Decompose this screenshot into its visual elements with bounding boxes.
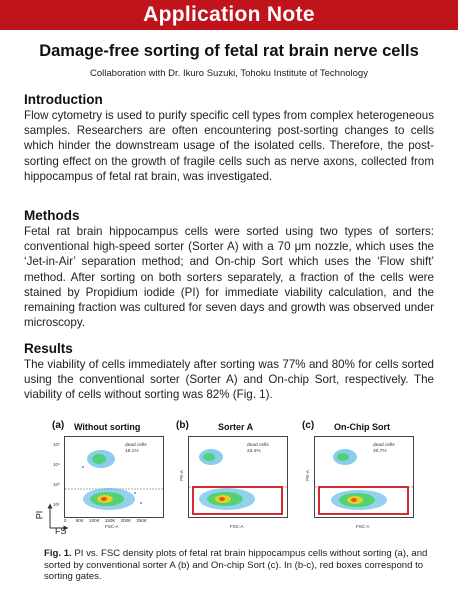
x-tick: 250K	[136, 518, 147, 523]
panel-a-gate-name: dead cells	[125, 443, 147, 448]
panel-a-density	[65, 437, 163, 517]
x-tick: 100K	[89, 518, 100, 523]
panel-a-gate-value: 18.1%	[125, 449, 139, 454]
section-heading-methods: Methods	[24, 208, 80, 223]
panel-b-label: (b)	[176, 420, 189, 431]
panel-c-plot	[314, 436, 414, 518]
figure-caption	[44, 548, 434, 583]
section-heading-introduction: Introduction	[24, 92, 103, 107]
panel-a-gate-label	[125, 443, 147, 455]
panel-b-y-axis-label: PE-A	[178, 470, 184, 481]
panel-b-plot	[188, 436, 288, 518]
banner-title: Application Note	[0, 0, 458, 30]
panel-c-gate-name: dead cells	[373, 443, 395, 448]
caption-label: Fig. 1.	[44, 548, 72, 559]
panel-b-gate-name: dead cells	[247, 443, 269, 448]
panel-b-density	[189, 437, 287, 517]
panel-a-label: (a)	[52, 420, 65, 431]
x-tick: 150K	[104, 518, 116, 523]
caption-text: PI vs. FSC density plots of fetal rat brain hippocampus cells without sorting (a), and sorted by conventional sorter A (b) and On-chip Sort (c). In (b-c), red boxes correspond to sorting gates.	[44, 548, 428, 582]
panel-a-x-ticks	[64, 518, 164, 523]
panel-c-gate-label	[373, 443, 395, 455]
figure-1	[34, 418, 420, 538]
y-tick: 10³	[53, 482, 60, 487]
y-tick: 10⁴	[53, 462, 60, 467]
section-heading-results: Results	[24, 341, 73, 356]
y-tick: 10²	[53, 502, 60, 507]
x-tick: 0	[64, 518, 67, 523]
panel-a-title: Without sorting	[74, 422, 141, 432]
panel-c-label: (c)	[302, 420, 315, 431]
axis-x-name: FS	[55, 526, 67, 536]
panel-c-x-axis-label: FSC-A	[356, 524, 370, 529]
section-body-results: The viability of cells immediately after sorting was 77% and 80% for cells sorted using the conventional sorter (Sorter A) and On-chip Sort, respectively. The viability of cells without sorting was 82% (Fig. 1).	[24, 358, 434, 402]
panel-c-title: On-Chip Sort	[334, 422, 390, 432]
section-body-introduction: Flow cytometry is used to purify specific cell types from complex heterogeneous samples. Researchers are often encountering post-sorting changes to cells which hinder the downstream usage of the isolated cells. Therefore, the post-sorting effect on the growth of fragile cells such as nerve axons, collected from hippocampus of fetal rat brain, was investigated.	[24, 109, 434, 183]
collaboration-line: Collaboration with Dr. Ikuro Suzuki, Tohoku Institute of Technology	[90, 68, 368, 79]
x-tick: 50K	[75, 518, 84, 523]
y-tick: 10⁵	[53, 442, 60, 447]
panel-a-x-axis-label: FSC-A	[105, 524, 119, 529]
panel-c-gate-value: 20.7%	[373, 449, 387, 454]
panel-a-plot	[64, 436, 164, 518]
section-body-methods: Fetal rat brain hippocampus cells were sorted using two types of sorters: conventional high-speed sorter (Sorter A) with a 70 μm nozzle, which uses the ‘Jet-in-Air’ separation method; and On-chip Sort which uses the ‘Flow shift’ method. After sorting on both sorters separately, a fraction of the cells were stained by Propidium iodide (PI) for immediate viability calculation, and the remaining fraction was cultured for seven days and growth was observed under microscopy.	[24, 225, 434, 330]
x-tick: 200K	[120, 518, 132, 523]
page-title: Damage-free sorting of fetal rat brain nerve cells	[39, 42, 419, 60]
panel-b-gate-label	[247, 443, 269, 455]
panel-b-x-axis-label: FSC-A	[230, 524, 244, 529]
panel-b-title: Sorter A	[218, 422, 254, 432]
panel-c-y-axis-label: PE-A	[304, 470, 310, 481]
panel-b-gate-value: 23.4%	[247, 449, 261, 454]
panel-c-density	[315, 437, 413, 517]
axis-y-name: PI	[34, 510, 45, 520]
